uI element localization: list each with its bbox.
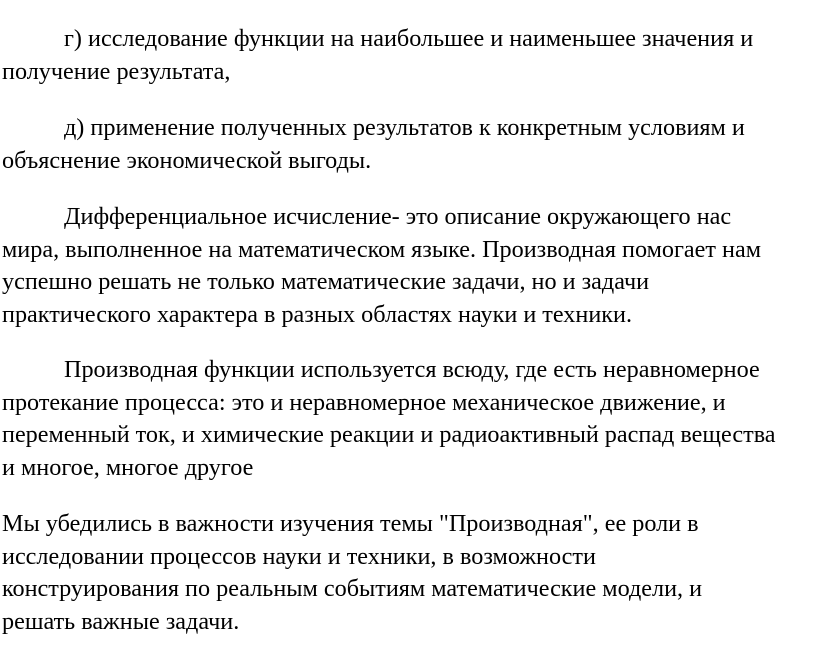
text-line: д) применение полученных результатов к конкретным условиям и xyxy=(64,114,745,141)
text-line: и многое, многое другое xyxy=(2,453,254,481)
paragraph-differential-calculus xyxy=(2,201,814,331)
text-line: исследовании процессов науки и техники, в возможности xyxy=(2,542,596,570)
text-line: объяснение экономической выгоды. xyxy=(2,146,372,174)
text-line: получение результата, xyxy=(2,57,231,85)
text-line: переменный ток, и химические реакции и радиоактивный распад вещества xyxy=(2,421,776,449)
paragraph-conclusion xyxy=(2,508,814,638)
text-line: практического характера в разных областях науки и техники. xyxy=(2,300,633,328)
text-line: Дифференциальное исчисление- это описание окружающего нас xyxy=(64,203,732,230)
text-line: Мы убедились в важности изучения темы "Производная", ее роли в xyxy=(2,510,699,537)
paragraph-application-step xyxy=(2,112,814,177)
text-line: мира, выполненное на математическом языке. Производная помогает нам xyxy=(2,235,762,263)
text-line: протекание процесса: это и неравномерное механическое движение, и xyxy=(2,388,726,416)
text-line: Производная функции используется всюду, где есть неравномерное xyxy=(64,356,760,383)
paragraph-analysis-step xyxy=(2,23,814,88)
text-line: конструирования по реальным событиям математические модели, и xyxy=(2,575,703,603)
text-line: решать важные задачи. xyxy=(2,607,240,635)
text-line: г) исследование функции на наибольшее и наименьшее значения и xyxy=(64,25,754,52)
paragraph-derivative-usage xyxy=(2,354,814,484)
text-line: успешно решать не только математические задачи, но и задачи xyxy=(2,268,650,296)
